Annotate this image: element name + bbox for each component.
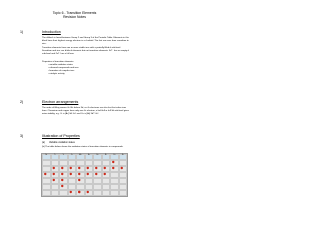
- element-symbol-cell: Fe: [85, 154, 94, 160]
- oxidation-state-dot-Fe-2: [87, 167, 89, 169]
- oxidation-state-dot-Ti-2: [53, 167, 55, 169]
- oxidation-state-dot-V-2: [61, 167, 63, 169]
- oxidation-state-dot-Mn-2: [78, 167, 80, 169]
- oxidation-state-dot-Mn-3: [78, 173, 80, 175]
- list-item: • formation of complex ions: [48, 70, 75, 72]
- oxidation-state-dot-Ni-3: [104, 173, 106, 175]
- section-number: 2): [20, 100, 24, 104]
- element-symbol-cell: Sc: [42, 154, 51, 160]
- paragraph: The order of filling means 4s fills before 3d, so 4s electrons are also lost first when ions form. Chromium and copper have only one 4s electron; a half-full or full 3d sub-level gives extra stability, e.g. Cr is [Ar] 3d⁵ 4s¹ and Cu is [Ar] 3d¹⁰ 4s¹.: [42, 107, 129, 115]
- document-page: [0, 0, 149, 198]
- section-title: Introduction: [42, 30, 61, 34]
- element-symbol-cell: Cr: [68, 154, 77, 160]
- oxidation-state-dot-Sc-3: [44, 173, 46, 175]
- element-symbol-cell: Cu: [110, 154, 119, 160]
- oxidation-state-dot-Cr-6: [70, 191, 72, 193]
- subsection-label: (a) Variable oxidation states: [42, 141, 75, 144]
- oxidation-state-dot-Fe-3: [87, 173, 89, 175]
- element-symbol-cell: Co: [93, 154, 102, 160]
- section-title: Electron arrangements: [42, 100, 79, 104]
- oxidation-state-dot-Mn-7: [78, 191, 80, 193]
- oxidation-state-dot-V-4: [61, 179, 63, 181]
- oxidation-state-dot-Ti-3: [53, 173, 55, 175]
- element-symbol-cell: V: [59, 154, 68, 160]
- element-symbol-cell: Zn: [119, 154, 128, 160]
- document-title: Topic 6 - Transition Elements: [52, 11, 97, 15]
- oxidation-state-dot-Fe-6: [87, 191, 89, 193]
- list-item: • variable oxidation states: [48, 64, 73, 66]
- subsection-label: (b) The table below shows the oxidation states of transition elements in compounds:: [42, 146, 124, 148]
- section-number: 1): [20, 30, 24, 34]
- element-symbol-cell: Ni: [102, 154, 111, 160]
- oxidation-state-dot-Cu-2: [112, 167, 114, 169]
- section-title: Illustration of Properties: [42, 134, 80, 138]
- list-item: • coloured compounds and ions: [48, 67, 79, 69]
- paragraph: The d-block is found between Group 2 and Group 3 of the Periodic Table. Elements in this block have their highest energy electron in a d orbital. The first row runs from scandium to zinc.: [42, 37, 129, 45]
- oxidation-state-dot-Zn-2: [121, 167, 123, 169]
- paragraph: Properties of transition elements:: [42, 61, 74, 63]
- paragraph: Transition elements form one or more stable ions with a partially filled d sub-level. Scandium and zinc are d-block elements but not transition elements: Sc³⁺ has an empty d sub-level and Zn²⁺ has a full one.: [42, 47, 129, 55]
- element-symbol-cell: Ti: [51, 154, 60, 160]
- oxidation-state-dot-Cr-2: [70, 167, 72, 169]
- oxidation-state-dot-V-5: [61, 185, 63, 187]
- oxidation-state-dot-Cu-1: [112, 161, 114, 163]
- element-symbol-cell: Mn: [76, 154, 85, 160]
- oxidation-state-dot-Ti-4: [53, 179, 55, 181]
- oxidation-state-dot-Cr-3: [70, 173, 72, 175]
- oxidation-state-dot-Co-3: [95, 173, 97, 175]
- list-item: • catalytic activity: [48, 73, 65, 75]
- oxidation-state-dot-V-3: [61, 173, 63, 175]
- oxidation-state-dot-Co-2: [95, 167, 97, 169]
- oxidation-state-dots: [0, 0, 149, 198]
- document-subtitle: Revision Notes: [63, 15, 86, 19]
- oxidation-state-dot-Mn-4: [78, 179, 80, 181]
- oxidation-state-dot-Ni-2: [104, 167, 106, 169]
- section-number: 3): [20, 134, 24, 138]
